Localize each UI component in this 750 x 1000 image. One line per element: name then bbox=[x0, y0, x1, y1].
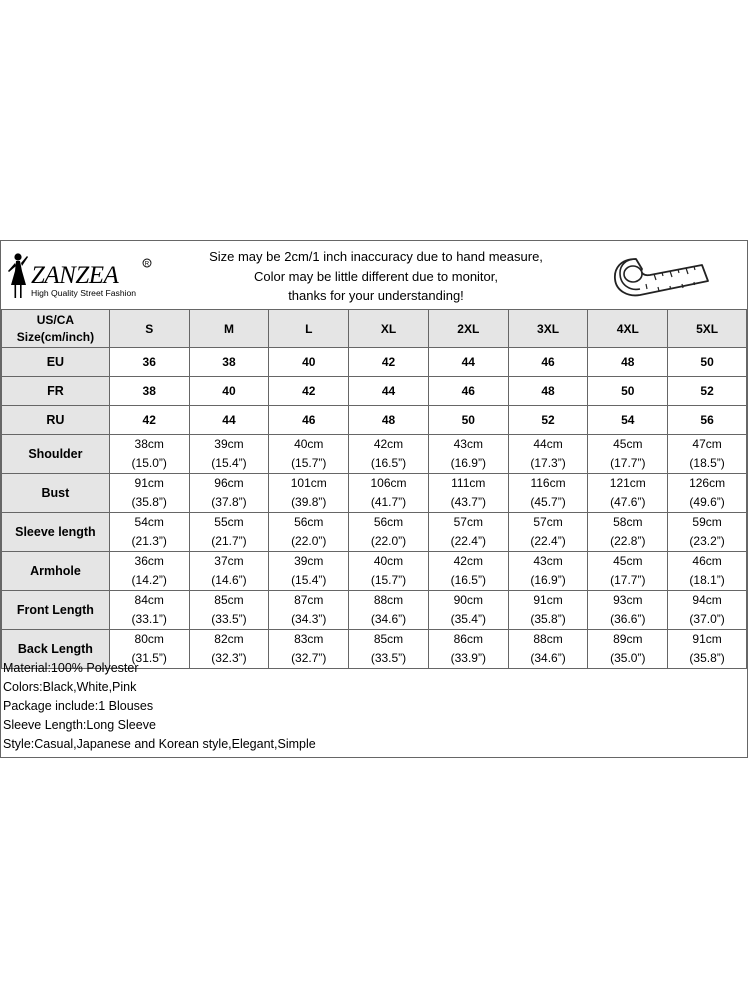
measurement-cell bbox=[508, 513, 588, 552]
measurement-cell bbox=[109, 474, 189, 513]
row-label: RU bbox=[2, 406, 110, 435]
measurement-cell bbox=[428, 435, 508, 474]
measurement-inch: (32.3”) bbox=[211, 651, 247, 665]
size-header-cell: S bbox=[109, 310, 189, 348]
measurement-cm: 87cm bbox=[294, 593, 324, 607]
measurement-cm: 59cm bbox=[692, 515, 722, 529]
measurement-row bbox=[2, 552, 747, 591]
measurement-inch: (23.2”) bbox=[689, 534, 725, 548]
measurement-cm: 106cm bbox=[370, 476, 407, 490]
measurement-inch: (16.5”) bbox=[370, 456, 407, 470]
size-value-cell: 54 bbox=[588, 406, 668, 435]
measurement-inch: (45.7”) bbox=[530, 495, 566, 509]
chart-header bbox=[1, 241, 747, 310]
notice-line: Size may be 2cm/1 inch inaccuracy due to hand measure, bbox=[209, 249, 543, 264]
measurement-cell bbox=[349, 474, 429, 513]
size-header-cell: 2XL bbox=[428, 310, 508, 348]
measurement-cm: 39cm bbox=[214, 437, 244, 451]
measurement-inch: (14.6”) bbox=[211, 573, 247, 587]
measurement-cm: 42cm bbox=[453, 554, 483, 568]
measurement-inch: (15.7”) bbox=[291, 456, 327, 470]
brand-name: ZANZEA bbox=[31, 262, 119, 289]
size-value-cell: 48 bbox=[349, 406, 429, 435]
measurement-cell bbox=[269, 591, 349, 630]
measurement-cell bbox=[588, 435, 668, 474]
measurement-cell bbox=[668, 513, 747, 552]
measurement-inch: (31.5”) bbox=[131, 651, 167, 665]
measurement-inch: (37.0”) bbox=[689, 612, 725, 626]
measurement-cm: 56cm bbox=[294, 515, 324, 529]
size-value-cell: 40 bbox=[189, 377, 269, 406]
measurement-inch: (22.0”) bbox=[370, 534, 407, 548]
measurement-cell bbox=[349, 591, 429, 630]
measurement-inch: (34.6”) bbox=[370, 612, 407, 626]
measurement-inch: (21.3”) bbox=[131, 534, 167, 548]
measurement-cell bbox=[109, 513, 189, 552]
measurement-cell bbox=[189, 591, 269, 630]
size-value-cell: 46 bbox=[508, 348, 588, 377]
measurement-inch: (22.4”) bbox=[450, 534, 486, 548]
row-label: EU bbox=[2, 348, 110, 377]
measurement-cell bbox=[508, 591, 588, 630]
measurement-cm: 111cm bbox=[451, 476, 486, 490]
measurement-cm: 57cm bbox=[453, 515, 483, 529]
size-chart-sheet bbox=[0, 240, 748, 758]
measurement-inch: (34.3”) bbox=[291, 612, 327, 626]
measurement-cm: 121cm bbox=[609, 476, 646, 490]
measurement-cell bbox=[349, 513, 429, 552]
measurement-cm: 54cm bbox=[134, 515, 164, 529]
measurement-cell bbox=[508, 435, 588, 474]
measurement-cm: 84cm bbox=[134, 593, 164, 607]
measurement-cm: 126cm bbox=[689, 476, 726, 490]
size-value-cell: 42 bbox=[109, 406, 189, 435]
size-value-cell: 50 bbox=[668, 348, 747, 377]
measurement-cm: 94cm bbox=[692, 593, 722, 607]
measurement-row bbox=[2, 474, 747, 513]
measurement-cell bbox=[109, 435, 189, 474]
size-value-cell: 50 bbox=[428, 406, 508, 435]
woman-silhouette-icon bbox=[8, 253, 28, 298]
measurement-cell bbox=[668, 552, 747, 591]
measurement-cell bbox=[668, 474, 747, 513]
measurement-cm: 55cm bbox=[214, 515, 244, 529]
measurement-cell bbox=[668, 630, 747, 669]
measurement-inch: (22.0”) bbox=[291, 534, 327, 548]
measurement-cell bbox=[588, 513, 668, 552]
measurement-cell bbox=[508, 630, 588, 669]
measurement-cm: 82cm bbox=[214, 632, 244, 646]
zanzea-logo bbox=[3, 247, 163, 303]
measurement-inch: (49.6”) bbox=[689, 495, 725, 509]
measurement-cm: 58cm bbox=[613, 515, 643, 529]
measurement-cm: 45cm bbox=[613, 554, 643, 568]
row-label: Front Length bbox=[2, 591, 110, 630]
measurement-inch: (36.6”) bbox=[610, 612, 646, 626]
size-value-cell: 38 bbox=[109, 377, 189, 406]
measurement-cm: 37cm bbox=[214, 554, 244, 568]
measurement-inch: (21.7”) bbox=[211, 534, 247, 548]
row-label: Back Length bbox=[2, 630, 110, 669]
measurement-cell bbox=[588, 591, 668, 630]
measurement-cell bbox=[109, 552, 189, 591]
detail-sleeve-length: Sleeve Length:Long Sleeve bbox=[3, 718, 156, 732]
measurement-cm: 42cm bbox=[373, 437, 404, 451]
size-value-cell: 36 bbox=[109, 348, 189, 377]
measurement-cell bbox=[189, 552, 269, 591]
measurement-inch: (16.9”) bbox=[530, 573, 566, 587]
measurement-cell bbox=[189, 474, 269, 513]
size-value-cell: 46 bbox=[428, 377, 508, 406]
detail-style: Style:Casual,Japanese and Korean style,Elegant,Simple bbox=[3, 737, 316, 751]
measurement-inch: (41.7”) bbox=[370, 495, 407, 509]
size-value-cell: 52 bbox=[668, 377, 747, 406]
measurement-inch: (35.8”) bbox=[131, 495, 167, 509]
row-label: Sleeve length bbox=[2, 513, 110, 552]
measurement-cell bbox=[668, 591, 747, 630]
detail-package: Package include:1 Blouses bbox=[3, 699, 154, 713]
measurement-inch: (32.7”) bbox=[291, 651, 327, 665]
measurement-cm: 40cm bbox=[373, 554, 404, 568]
measurement-cm: 40cm bbox=[294, 437, 324, 451]
measurement-cm: 88cm bbox=[533, 632, 563, 646]
measurement-cm: 57cm bbox=[533, 515, 563, 529]
measurement-cm: 85cm bbox=[214, 593, 244, 607]
measurement-row bbox=[2, 591, 747, 630]
measurement-cm: 85cm bbox=[373, 632, 404, 646]
measurement-cell bbox=[189, 513, 269, 552]
measurement-cell bbox=[428, 591, 508, 630]
product-details bbox=[3, 659, 316, 754]
measurement-inch: (16.5”) bbox=[450, 573, 486, 587]
measurement-cell bbox=[428, 513, 508, 552]
measurement-inch: (17.7”) bbox=[610, 573, 646, 587]
measurement-cm: 93cm bbox=[613, 593, 643, 607]
svg-text:R: R bbox=[144, 261, 150, 268]
measurement-inch: (17.3”) bbox=[530, 456, 566, 470]
measurement-cm: 38cm bbox=[134, 437, 164, 451]
measurement-inch: (47.6”) bbox=[610, 495, 646, 509]
measuring-tape-icon bbox=[606, 243, 716, 307]
measurement-inch: (37.8”) bbox=[211, 495, 247, 509]
measurement-cm: 116cm bbox=[530, 476, 566, 490]
measurement-inch: (35.8”) bbox=[689, 651, 725, 665]
measurement-cell bbox=[428, 552, 508, 591]
conversion-row bbox=[2, 406, 747, 435]
measurement-inch: (18.5”) bbox=[689, 456, 725, 470]
measurement-inch: (43.7”) bbox=[450, 495, 486, 509]
measurement-inch: (33.1”) bbox=[131, 612, 167, 626]
measurement-inch: (15.4”) bbox=[291, 573, 327, 587]
measurement-cell bbox=[269, 552, 349, 591]
size-value-cell: 44 bbox=[349, 377, 429, 406]
measurement-inch: (39.8”) bbox=[291, 495, 327, 509]
size-header-cell: L bbox=[269, 310, 349, 348]
measurement-cell bbox=[349, 630, 429, 669]
size-value-cell: 42 bbox=[269, 377, 349, 406]
size-header-cell: 4XL bbox=[588, 310, 668, 348]
size-table bbox=[1, 309, 747, 669]
row-label: Bust bbox=[2, 474, 110, 513]
measurement-cm: 43cm bbox=[453, 437, 483, 451]
measurement-cell bbox=[189, 435, 269, 474]
measurement-inch: (33.9”) bbox=[450, 651, 486, 665]
notice-line: Color may be little different due to monitor, bbox=[254, 268, 498, 284]
size-value-cell: 52 bbox=[508, 406, 588, 435]
measurement-inch: (22.8”) bbox=[610, 534, 646, 548]
measurement-cm: 89cm bbox=[613, 632, 643, 646]
measurement-cm: 91cm bbox=[692, 632, 722, 646]
size-header-cell: 5XL bbox=[668, 310, 747, 348]
measurement-cell bbox=[588, 630, 668, 669]
measurement-inch: (15.4”) bbox=[211, 456, 247, 470]
measurement-cell bbox=[508, 474, 588, 513]
notice-line: thanks for your understanding! bbox=[288, 288, 464, 303]
measurement-inch: (35.8”) bbox=[530, 612, 566, 626]
measurement-cell bbox=[349, 552, 429, 591]
row-label: Shoulder bbox=[2, 435, 110, 474]
measurement-inch: (33.5”) bbox=[370, 651, 407, 665]
measurement-cm: 44cm bbox=[533, 437, 563, 451]
measurement-inch: (22.4”) bbox=[530, 534, 566, 548]
measurement-row bbox=[2, 513, 747, 552]
measurement-inch: (34.6”) bbox=[530, 651, 566, 665]
measurement-cell bbox=[428, 474, 508, 513]
measurement-cm: 86cm bbox=[453, 632, 483, 646]
size-value-cell: 44 bbox=[189, 406, 269, 435]
brand-tagline: High Quality Street Fashion bbox=[31, 288, 137, 298]
measurement-cell bbox=[109, 591, 189, 630]
size-header-cell: 3XL bbox=[508, 310, 588, 348]
measurement-cm: 43cm bbox=[533, 554, 563, 568]
size-header-row bbox=[2, 310, 747, 348]
size-header-cell: M bbox=[189, 310, 269, 348]
measurement-cm: 36cm bbox=[134, 554, 164, 568]
measurement-cm: 88cm bbox=[373, 593, 404, 607]
measurement-cm: 90cm bbox=[453, 593, 483, 607]
measurement-inch: (17.7”) bbox=[610, 456, 646, 470]
row-label: FR bbox=[2, 377, 110, 406]
corner-label: US/CA Size(cm/inch) bbox=[2, 310, 110, 348]
size-value-cell: 44 bbox=[428, 348, 508, 377]
detail-colors: Colors:Black,White,Pink bbox=[3, 680, 137, 694]
measurement-inch: (16.9”) bbox=[450, 456, 486, 470]
measurement-cm: 96cm bbox=[214, 476, 244, 490]
measurement-cm: 56cm bbox=[373, 515, 404, 529]
measurement-cell bbox=[428, 630, 508, 669]
size-value-cell: 56 bbox=[668, 406, 747, 435]
size-value-cell: 48 bbox=[588, 348, 668, 377]
size-value-cell: 48 bbox=[508, 377, 588, 406]
measurement-inch: (35.4”) bbox=[450, 612, 486, 626]
measurement-cell bbox=[588, 474, 668, 513]
measurement-cm: 45cm bbox=[613, 437, 643, 451]
conversion-row bbox=[2, 377, 747, 406]
measurement-inch: (33.5”) bbox=[211, 612, 247, 626]
measurement-cm: 46cm bbox=[692, 554, 722, 568]
measurement-cm: 101cm bbox=[290, 476, 327, 490]
measurement-cell bbox=[668, 435, 747, 474]
measurement-cm: 91cm bbox=[134, 476, 164, 490]
measurement-cm: 83cm bbox=[294, 632, 324, 646]
conversion-row bbox=[2, 348, 747, 377]
size-value-cell: 42 bbox=[349, 348, 429, 377]
measurement-notice bbox=[171, 247, 581, 306]
detail-material: Material:100% Polyester bbox=[3, 661, 139, 675]
measurement-inch: (35.0”) bbox=[610, 651, 646, 665]
measurement-cell bbox=[269, 435, 349, 474]
measurement-cell bbox=[269, 513, 349, 552]
measurement-inch: (18.1”) bbox=[689, 573, 725, 587]
measurement-row bbox=[2, 435, 747, 474]
measurement-inch: (15.7”) bbox=[370, 573, 407, 587]
measurement-inch: (15.0”) bbox=[131, 456, 167, 470]
size-value-cell: 38 bbox=[189, 348, 269, 377]
size-value-cell: 46 bbox=[269, 406, 349, 435]
measurement-cell bbox=[349, 435, 429, 474]
measurement-cell bbox=[588, 552, 668, 591]
row-label: Armhole bbox=[2, 552, 110, 591]
measurement-cell bbox=[508, 552, 588, 591]
size-header-cell: XL bbox=[349, 310, 429, 348]
measurement-cm: 47cm bbox=[692, 437, 722, 451]
measurement-cm: 91cm bbox=[533, 593, 563, 607]
size-value-cell: 50 bbox=[588, 377, 668, 406]
measurement-cm: 39cm bbox=[294, 554, 324, 568]
measurement-cell bbox=[269, 474, 349, 513]
measurement-cm: 80cm bbox=[134, 632, 164, 646]
measurement-inch: (14.2”) bbox=[131, 573, 167, 587]
size-value-cell: 40 bbox=[269, 348, 349, 377]
